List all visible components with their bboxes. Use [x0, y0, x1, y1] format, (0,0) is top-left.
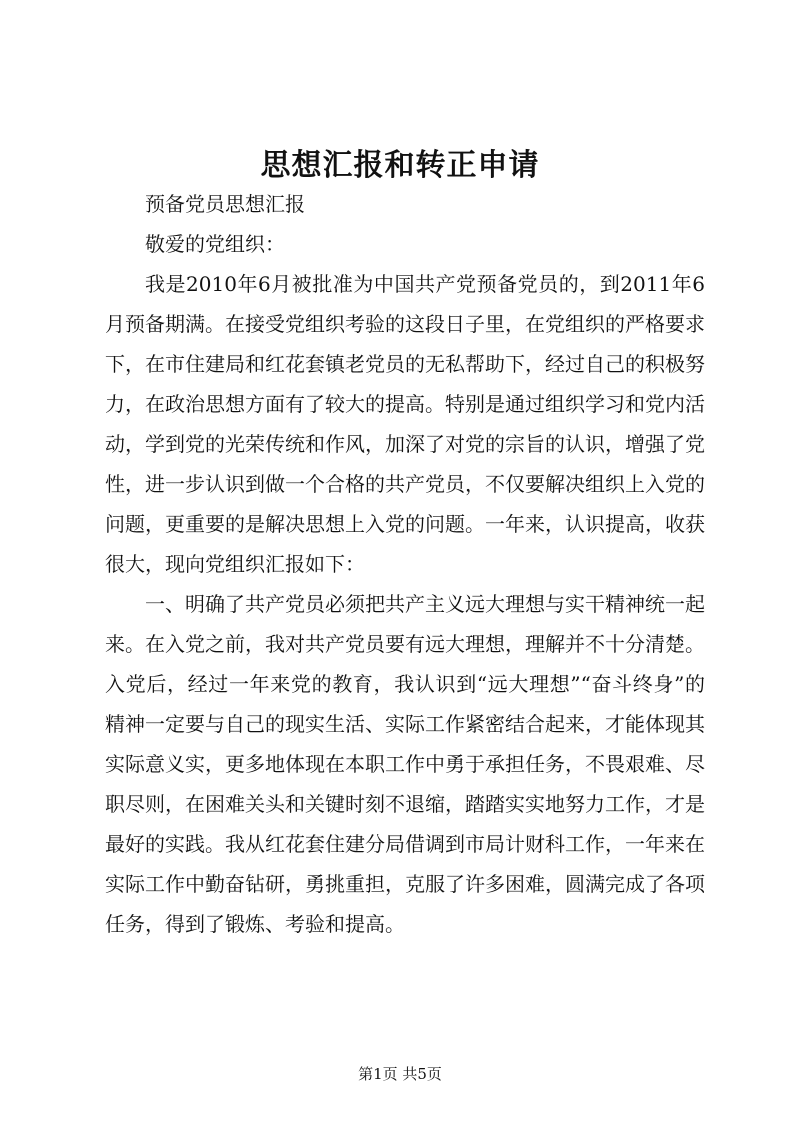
- document-body: [105, 184, 705, 944]
- subtitle: 预备党员思想汇报: [145, 192, 305, 216]
- page-footer: 第1页 共5页: [358, 1065, 442, 1083]
- document-title: 思想汇报和转正申请: [260, 148, 540, 183]
- salutation: 敬爱的党组织：: [145, 232, 285, 256]
- paragraph: 一、明确了共产党员必须把共产主义远大理想与实干精神统一起来。在入党之前，我对共产党员要有远大理想，理解并不十分清楚。入党后，经过一年来党的教育，我认识到“远大理想”“奋斗终身”的精神一定要与自己的现实生活、实际工作紧密结合起来，才能体现其实际意义实，更多地体现在本职工作中勇于承担任务，不畏艰难、尽职尽则，在困难关头和关键时刻不退缩，踏踏实实地努力工作，才是最好的实践。我从红花套住建分局借调到市局计财科工作，一年来在实际工作中勤奋钻研，勇挑重担，克服了许多困难，圆满完成了各项任务，得到了锻炼、考验和提高。: [105, 592, 705, 936]
- paragraph: 我是2010年6月被批准为中国共产党预备党员的，到2011年6月预备期满。在接受党组织考验的这段日子里，在党组织的严格要求下，在市住建局和红花套镇老党员的无私帮助下，经过自己的积极努力，在政治思想方面有了较大的提高。特别是通过组织学习和党内活动，学到党的光荣传统和作风，加深了对党的宗旨的认识，增强了党性，进一步认识到做一个合格的共产党员，不仅要解决组织上入党的问题，更重要的是解决思想上入党的问题。一年来，认识提高，收获很大，现向党组织汇报如下：: [105, 272, 705, 576]
